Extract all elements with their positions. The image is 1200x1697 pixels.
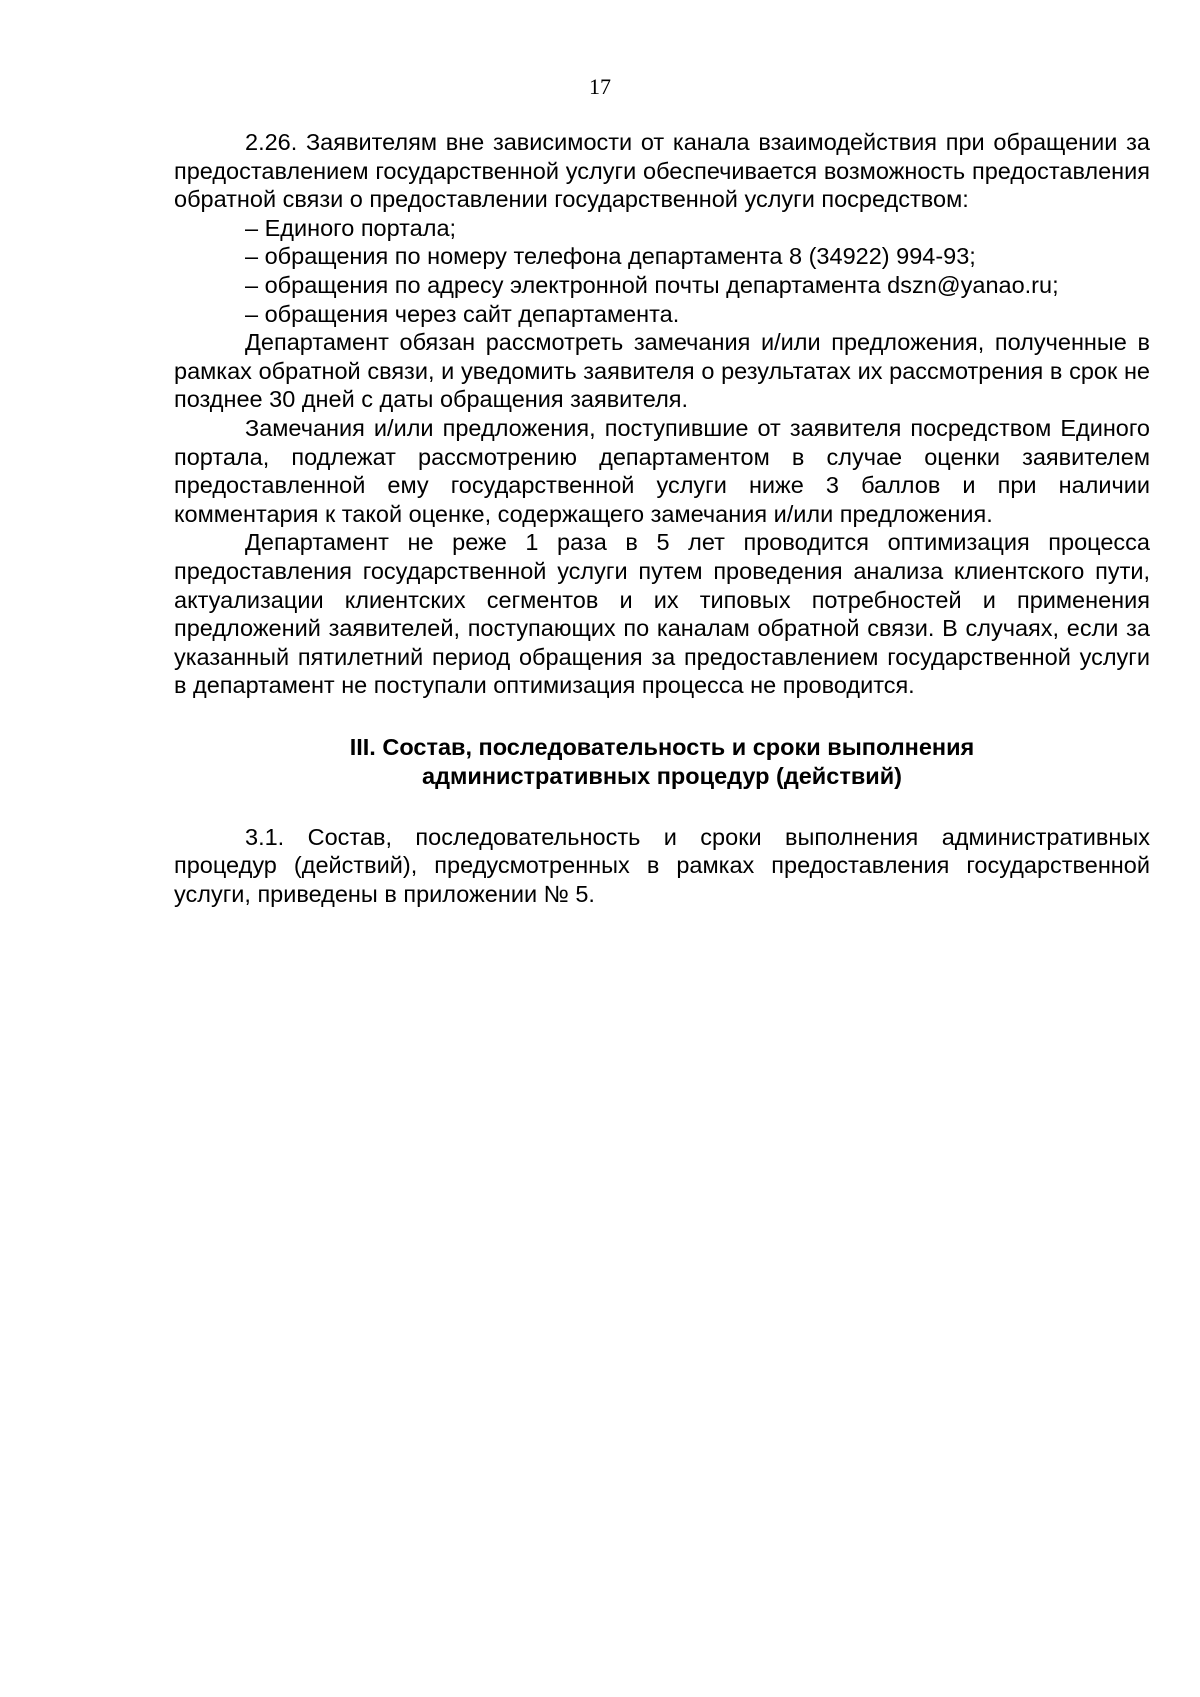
- document-body: [174, 128, 1150, 909]
- feedback-channel-portal: – Единого портала;: [245, 214, 457, 241]
- paragraph-2-26-intro: 2.26. Заявителям вне зависимости от канала взаимодействия при обращении за предоставлением государственной услуги обеспечивается возможность предоставления обратной связи о предоставлении государственной услуги посредством:: [174, 129, 1150, 213]
- paragraph-portal-feedback: Замечания и/или предложения, поступившие от заявителя посредством Единого портала, подлежат рассмотрению департаментом в случае оценки заявителем предоставленной ему государственной услуги ниже 3 баллов и при наличии комментария к такой оценке, содержащего замечания и/или предложения.: [174, 414, 1150, 527]
- section-3-heading-line-1: III. Состав, последовательность и сроки выполнения: [349, 733, 975, 760]
- feedback-channel-website: – обращения через сайт департамента.: [245, 300, 680, 327]
- feedback-channel-phone: – обращения по номеру телефона департамента 8 (34922) 994-93;: [245, 243, 976, 270]
- paragraph-obligation: Департамент обязан рассмотреть замечания и/или предложения, полученные в рамках обратной связи, и уведомить заявителя о результатах их рассмотрения в срок не позднее 30 дней с даты обращения заявителя.: [174, 329, 1150, 413]
- paragraph-3-1: 3.1. Состав, последовательность и сроки выполнения административных процедур (действий), предусмотренных в рамках предоставления государственной услуги, приведены в приложении № 5.: [174, 823, 1150, 908]
- feedback-channel-email: – обращения по адресу электронной почты департамента dszn@yanao.ru;: [245, 271, 1059, 298]
- paragraph-optimization: Департамент не реже 1 раза в 5 лет проводится оптимизация процесса предоставления государственной услуги путем проведения анализа клиентского пути, актуализации клиентских сегментов и их типовых потребностей и применения предложений заявителей, поступающих по каналам обратной связи. В случаях, если за указанный пятилетний период обращения за предоставлением государственной услуги в департамент не поступали оптимизация процесса не проводится.: [174, 529, 1150, 699]
- section-3-heading-line-2: административных процедур (действий): [422, 762, 902, 789]
- page-number: 17: [589, 74, 611, 99]
- section-3-heading: [174, 733, 1150, 791]
